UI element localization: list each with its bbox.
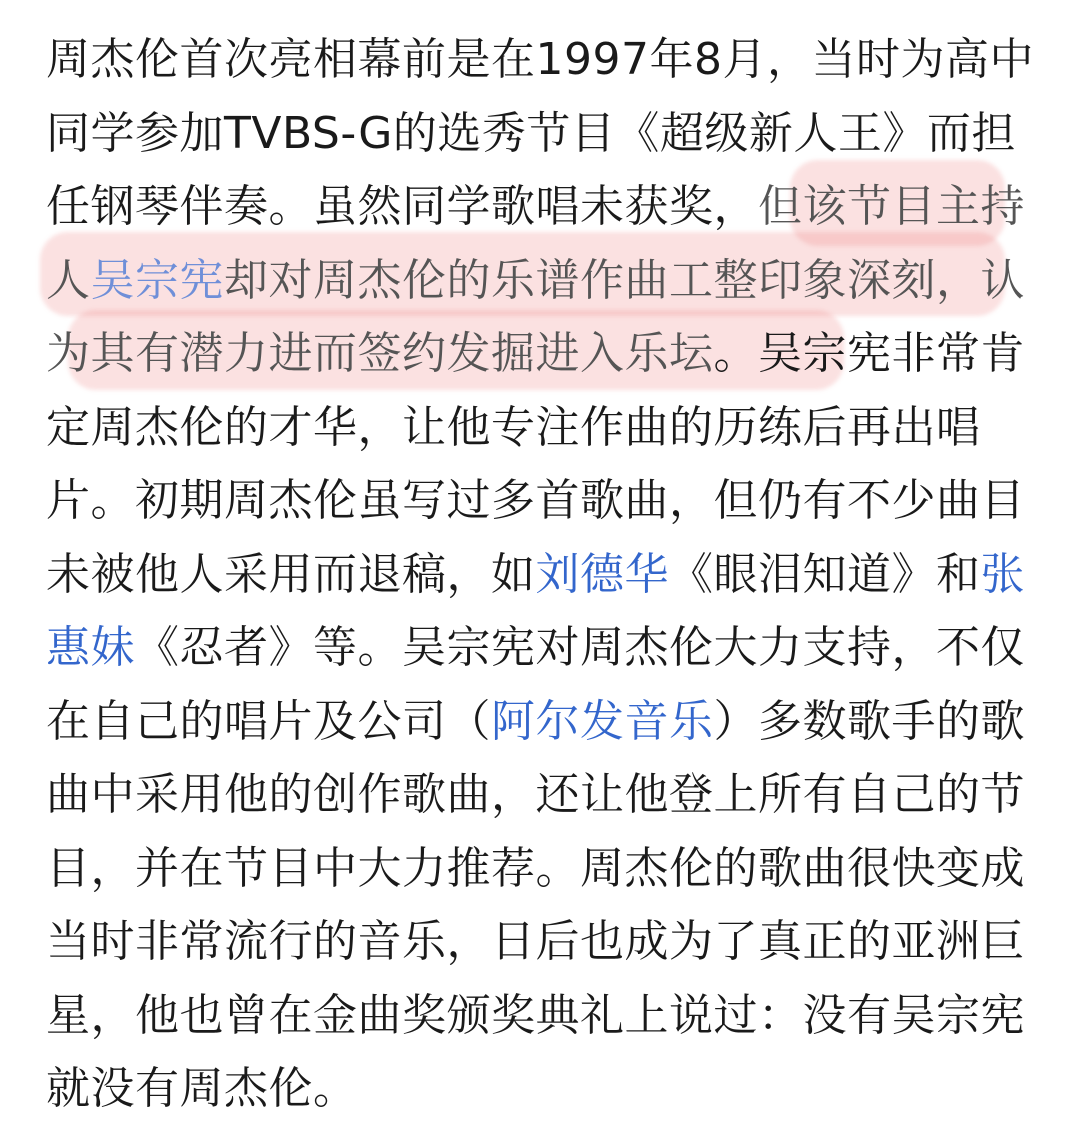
text-segment: 。吴宗宪非常肯定周杰伦的才华，让他专注作曲的历练后再出唱片。初期周杰伦虽写过多首歌曲，但仍有不少曲目未被他人采用而退稿，如 — [46, 328, 1025, 600]
link-wu-zongxian[interactable]: 吴宗宪 — [90, 254, 224, 306]
link-andy-lau[interactable]: 刘德华 — [535, 548, 669, 600]
text-segment: 《眼泪知道》和 — [669, 548, 981, 600]
article-paragraph — [46, 23, 1036, 1126]
text-segment: ）多数歌手的歌曲中采用他的创作歌曲，还让他登上所有自己的节目，并在节目中大力推荐。周杰伦的歌曲很快变成当时非常流行的音乐，日后也成为了真正的亚洲巨星，他也曾在金曲奖颁奖典礼上说过：没有吴宗宪就没有周杰伦。 — [46, 695, 1025, 1114]
link-a-mei[interactable]: 张惠妹 — [46, 548, 1025, 673]
highlighted-text: 却对周杰伦的乐谱作曲工整印象深刻，认为其有潜力进而签约发掘进入乐坛 — [46, 254, 1025, 379]
link-alfa-music[interactable]: 阿尔发音乐 — [491, 695, 714, 747]
text-segment: 周杰伦首次亮相幕前是在1997年8月，当时为高中同学参加TVBS-G的选秀节目《超级新人王》而担任钢琴伴奏。虽然同学歌唱未获奖， — [46, 34, 1034, 232]
highlighted-text: 但该节目主持人 — [46, 181, 1025, 306]
text-segment: 《忍者》等。吴宗宪对周杰伦大力支持，不仅在自己的唱片及公司（ — [46, 622, 1025, 747]
